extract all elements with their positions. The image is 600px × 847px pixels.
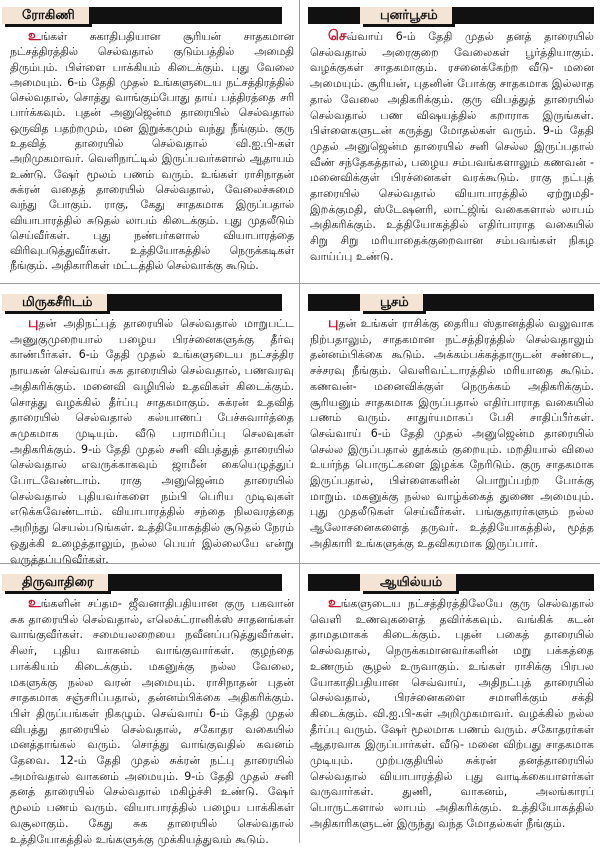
section-text — [10, 29, 294, 274]
drop-initial: உ — [28, 28, 41, 44]
sign-box-thiruvathirai — [2, 567, 298, 847]
section-text — [10, 316, 294, 567]
sign-box-punarpoosam — [302, 0, 598, 265]
section-header — [2, 567, 298, 594]
sign-box-poosam — [302, 287, 598, 552]
column-divider — [299, 0, 300, 843]
section-text — [310, 316, 594, 552]
drop-initial: பு — [328, 315, 339, 331]
section-header — [302, 0, 598, 27]
drop-initial: பு — [28, 315, 39, 331]
paragraph: ங்கள் சுகாதிபதியான சூரியன் சாதகமான நட்சத்திரத்தில் செல்வதால் குடும்பத்தில் அமைதி திரும்பும். பிள்ளை பாக்கியம் கிடைக்கும். புது வேலை அமையும். 6-ம் தேதி முதல் உங்களுடைய நட்சத்திரத்தில் செல்வதால், சொத்து வாங்கும்போது தாய் பத்திரத்தை சரி பார்க்கவும். புதன் அனுஜென்ம தாரையில் செல்வதால் ஒருவித பதற்றமும், மன இறுக்கமும் வந்து நீங்கும். குரு உதவித் தாரையில் செல்வதால் வி.ஐ.பி-கள் அறிமுகமாவர். வெளிநாட்டில் இருப்பவர்களால் ஆதாயம் உண்டு. ஷேர் மூலம் பணம் வரும். உங்கள் ராசிநாதன் சுக்ரன் வதைத் தாரையில் செல்வதால், வேலைச்சுமை வந்து போகும். ராகு, கேது சாதகமாக இருப்பதால் வியாபாரத்தில் சுடுதல் லாபம் கிடைக்கும். புது முதலீடும் செய்வீர்கள். புது நண்பர்களால் வியாபாரத்தை விரிவுபடுத்துவீர்கள். உத்தியோகத்தில் நெருக்கடிகள் நீங்கும். அதிகாரிகள் மட்டத்தில் செல்வாக்கு கூடும். — [10, 30, 294, 273]
sign-box-mirugasiridam — [2, 287, 298, 567]
drop-initial: செ — [328, 28, 347, 44]
section-text — [310, 29, 594, 265]
sign-box-ayilyam — [302, 567, 598, 832]
paragraph: வ்வாய் 6-ம் தேதி முதல் தனத் தாரையில் செல்வதால் அரைகுறை வேலைகள் பூர்த்தியாகும். வழக்குகள் சாதகமாகும். ரசனைக்கேற்ற வீடு- மனை அமையும். சூரியன், புதனின் போக்கு சாதகமாக இல்லாத தால் வேலை அதிகரிக்கும். குரு விபத்துத் தாரையில் செல்வதால் பண விஷயத்தில் கறாராக இருங்கள். பிள்ளைகளுடன் கருத்து மோதல்கள் வரும். 9-ம் தேதி முதல் அனுஜென்ம தாரையில் சனி செல்ல இருப்பதால் வீண் சந்தேகத்தால், பழைய சம்பவங்களாலும் கணவன் - மனைவிக்குள் பிரச்னைகள் வரக்கூடும். ராகு நட்புத் தாரையில் செல்வதால் வியாபாரத்தில் ஏற்றுமதி-இறக்குமதி, ஸ்டேஷனரி, லாட்ஜிங் வகைகளால் லாபம் அதிகரிக்கும். உத்தியோகத்தில் எதிர்பாராத வகையில் சிறு சிறு மரியாதைக்குறைவான சம்பவங்கள் நிகழ வாய்ப்பு உண்டு. — [310, 30, 594, 263]
drop-initial: உ — [28, 595, 41, 611]
section-title: ஆயில்யம் — [360, 574, 456, 591]
section-header — [2, 0, 298, 27]
paragraph: ங்களுடைய நட்சத்திரத்திலேயே குரு செல்வதால் வெளி உணவுகளைத் தவிர்க்கவும். வங்கிக் கடன் தாமதமாகக் கிடைக்கும். புதன் பகைத் தாரையில் செல்வதால், நெருக்கமானவர்களின் மறு பக்கத்தை உணரும் சூழல் உருவாகும். உங்கள் ராசிக்கு பிரபல யோகாதிபதியான செவ்வாய், அதிநட்புத் தாரையில் செல்வதால், பிரச்னைகளை சமாளிக்கும் சக்தி கிடைக்கும். வி.ஐ.பி-கள் அறிமுகமாவர். வழக்கில் நல்ல தீர்ப்பு வரும். ஷேர் மூலமாக பணம் வரும். சகோதரர்கள் ஆதரவாக இருப்பார்கள். வீடு- மனை விற்பது சாதகமாக முடியும். முற்பகுதியில் சுக்ரன் தனத்தாரையில் செல்வதால் வியாபாரத்தில் புது வாடிக்கையாளர்கள் வருவார்கள். துணி, வாகனம், அலங்காரப் பொருட்களால் லாபம் அதிகரிக்கும். உத்தியோகத்தில் அதிகாரிகளுடன் இருந்து வந்த மோதல்கள் நீங்கும். — [310, 597, 594, 830]
drop-initial: உ — [328, 595, 341, 611]
paragraph: தன் அதிநட்புத் தாரையில் செல்வதால் மாறுபட்ட அணுகுமுறையால் பழைய பிரச்னைகளுக்கு தீர்வு காண்பீர்கள். 6-ம் தேதி முதல் உங்களுடைய நட்சத்திர நாயகன் செவ்வாய் சுக தாரையில் செல்வதால், பணவரவு அதிகரிக்கும். மனைவி வழியில் உதவிகள் கிடைக்கும். சொத்து வழக்கில் தீர்ப்பு சாதகமாகும். சுக்ரன் உதவித் தாரையில் செல்வதால் கல்யாணப் பேச்சுவார்த்தை சுமுகமாக முடியும். வீடு பராமரிப்பு செலவுகள் அதிகரிக்கும். 9-ம் தேதி முதல் சனி விபத்துத் தாரையில் செல்வதால் எவருக்காகவும் ஜாமீன் கையெழுத்துப் போடவேண்டாம். ராகு அனுஜென்ம தாரையில் செல்வதால் புதியவர்களை நம்பி பெரிய முடிவுகள் எடுக்கவேண்டாம். வியாபாரத்தில் சந்தை நிலவரத்தை அறிந்து செயல்படுங்கள். உத்தியோகத்தில் சூடுதல் நேரம் ஒதுக்கி உழைத்தாலும், நல்ல பெயர் இல்லையே என்று வருத்தப்படுவீர்கள். — [10, 317, 294, 566]
sign-box-rohini — [2, 0, 298, 274]
paragraph: ங்களின் சப்தம- ஜீவனாதிபதியான குரு பகவான் சுக தாரையில் செல்வதால், எலெக்ட்ரானிக்ஸ் சாதனங்கள் வாங்குவீர்கள். சமையலறையை நவீனப்படுத்துவீர்கள். சிலர், புதிய வாகனம் வாங்குவார்கள். குழந்தை பாக்கியம் கிடைக்கும். மகனுக்கு நல்ல வேலை, மகளுக்கு நல்ல வரன் அமையும். ராசிநாதன் புதன் சாதகமாக சஞ்சரிப்பதால், தன்னம்பிக்கை அதிகரிக்கும். பிள் திருப்பங்கள் நிகழும். செவ்வாய் 6-ம் தேதி முதல் விபத்து தாரையில் செல்வதால், சகோதர வகையில் மனத்தாங்கல் வரும். சொத்து வாங்குவதில் கவனம் தேவை. 12-ம் தேதி முதல் சுக்ரன் நட்பு தாரையில் அமர்வதால் வாகனம் அமையும். 9-ம் தேதி முதல் சனி தனத் தாரையில் செல்வதால் மகிழ்ச்சி உண்டு. ஷேர் மூலம் பணம் வரும். வியாபாரத்தில் பழைய பாக்கிகள் வசூலாகும். கேது சுக தாரையில் செல்வதால் உத்தியோகத்தில் உங்களுக்கு முக்கியத்துவம் கூடும். — [10, 597, 294, 846]
paragraph: தன் உங்கள் ராசிக்கு தைரிய ஸ்தானத்தில் வலுவாக நிற்பதாலும், சாதகமான நட்சத்திரத்தில் செல்வதாலும் தன்னம்பிக்கை கூடும். அக்கம்பக்கத்தாருடன் சண்டை, சச்சரவு நீங்கும். வெளிவட்டாரத்தில் மரியாதை கூடும். கணவன்- மனைவிக்குள் நெருக்கம் அதிகரிக்கும். சூரியனும் சாதகமாக இருப்பதால் எதிர்பாராத வகையில் பணம் வரும். சாதுர்யமாகப் பேசி சாதிப்பீர்கள். செவ்வாய் 6-ம் தேதி முதல் அனுஜென்ம தாரையில் செல்ல இருப்பதால் தூக்கம் குறையும். மறதியால் விலை உயர்ந்த பொருட்களை இழக்க நேரிடும். குரு சாதகமாக இருப்பதால், பிள்ளைகளின் பொறுப்பற்ற போக்கு மாறும். மகனுக்கு நல்ல வாழ்க்கைத் துணை அமையும். புது முதலீடுகள் செய்வீர்கள். பங்குதாரர்களும் நல்ல ஆலோசனைகளைத் தருவர். உத்தியோகத்தில், மூத்த அதிகாரி உங்களுக்கு உதவிகரமாக இருப்பார். — [310, 317, 594, 550]
section-title: புனர்பூசம் — [360, 7, 452, 24]
section-title: மிருகசீரிடம் — [2, 294, 107, 311]
header-bar — [308, 294, 594, 311]
row-divider — [0, 283, 600, 284]
section-title: ரோகிணி — [2, 7, 89, 24]
section-text — [310, 596, 594, 832]
section-header — [302, 567, 598, 594]
section-title: திருவாதிரை — [2, 574, 108, 591]
section-header — [302, 287, 598, 314]
section-text — [10, 596, 294, 847]
section-header — [2, 287, 298, 314]
section-title: பூசம் — [360, 294, 423, 311]
